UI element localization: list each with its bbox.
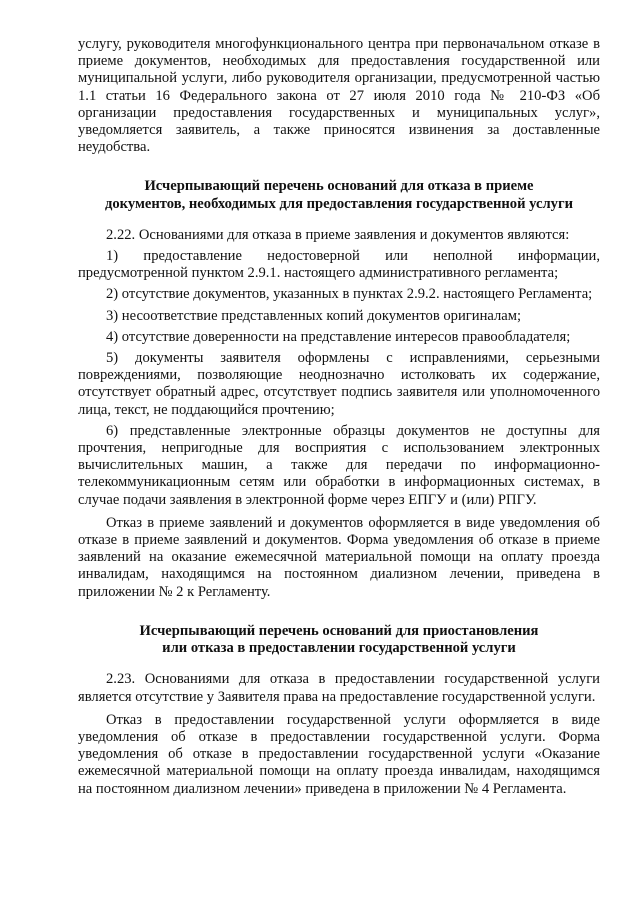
list-item: 1) предоставление недостоверной или неполной информации, предусмотренной пунктом 2.9.1. настоящего административного регламента; bbox=[78, 248, 600, 282]
section-heading-line: или отказа в предоставлении государственной услуги bbox=[162, 640, 516, 657]
refusal-notice-paragraph: Отказ в приеме заявлений и документов оформляется в виде уведомления об отказе в приеме заявлений и документов. Форма уведомления об отказе в приеме заявлений на оказание ежемесячной материальной помощи на оплату проезда инвалидам, находящимся на постоянном диализном лечении, приведена в приложении № 2 к Регламенту. bbox=[78, 514, 600, 600]
intro-paragraph: услугу, руководителя многофункционального центра при первоначальном отказе в приеме документов, необходимых для предоставления государственной или муниципальной услуги, либо руководителя организации, предусмотренной частью 1.1 статьи 16 Федерального закона от 27 июля 2010 года № 210-ФЗ «Об организации предоставления государственных и муниципальных услуг», уведомляется заявитель, а также приносятся извинения за доставленные неудобства. bbox=[78, 36, 600, 156]
refusal-service-paragraph: Отказ в предоставлении государственной услуги оформляется в виде уведомления об отказе в предоставлении государственной услуги. Форма уведомления об отказе в предоставлении государственной услуги «Оказание ежемесячной материальной помощи на оплату проезда инвалидам, находящимся на постоянном диализном лечении» приведена в приложении № 4 Регламента. bbox=[78, 711, 600, 797]
list-item: 6) представленные электронные образцы документов не доступны для прочтения, непригодные для восприятия с использованием электронных вычислительных машин, а также для передачи по информационно-телекоммуникационным сетям или обработки в информационных системах, в случае подачи заявления в электронной форме через ЕПГУ и (или) РПГУ. bbox=[78, 422, 600, 508]
section-heading-suspension-refusal bbox=[78, 623, 600, 657]
list-item: 5) документы заявителя оформлены с исправлениями, серьезными повреждениями, позволяющие неоднозначно истолковать их содержание, отсутствует обратный адрес, отсутствует подпись заявителя или уполномоченного лица, текст, не поддающийся прочтению; bbox=[78, 350, 600, 418]
section-heading-refusal-acceptance bbox=[78, 178, 600, 212]
list-item: 2) отсутствие документов, указанных в пунктах 2.9.2. настоящего Регламента; bbox=[106, 286, 593, 303]
section-heading-line: Исчерпывающий перечень оснований для отказа в приеме bbox=[144, 178, 534, 195]
list-item: 3) несоответствие представленных копий документов оригиналам; bbox=[106, 307, 522, 324]
clause-2-22-lead: 2.22. Основаниями для отказа в приеме заявления и документов являются: bbox=[106, 226, 570, 243]
list-item: 4) отсутствие доверенности на представление интересов правообладателя; bbox=[106, 328, 571, 345]
clause-2-23-paragraph: 2.23. Основаниями для отказа в предоставлении государственной услуги является отсутствие у Заявителя права на предоставление государственной услуги. bbox=[78, 671, 600, 705]
section-heading-line: документов, необходимых для предоставления государственной услуги bbox=[105, 195, 573, 212]
section-heading-line: Исчерпывающий перечень оснований для приостановления bbox=[139, 622, 539, 639]
